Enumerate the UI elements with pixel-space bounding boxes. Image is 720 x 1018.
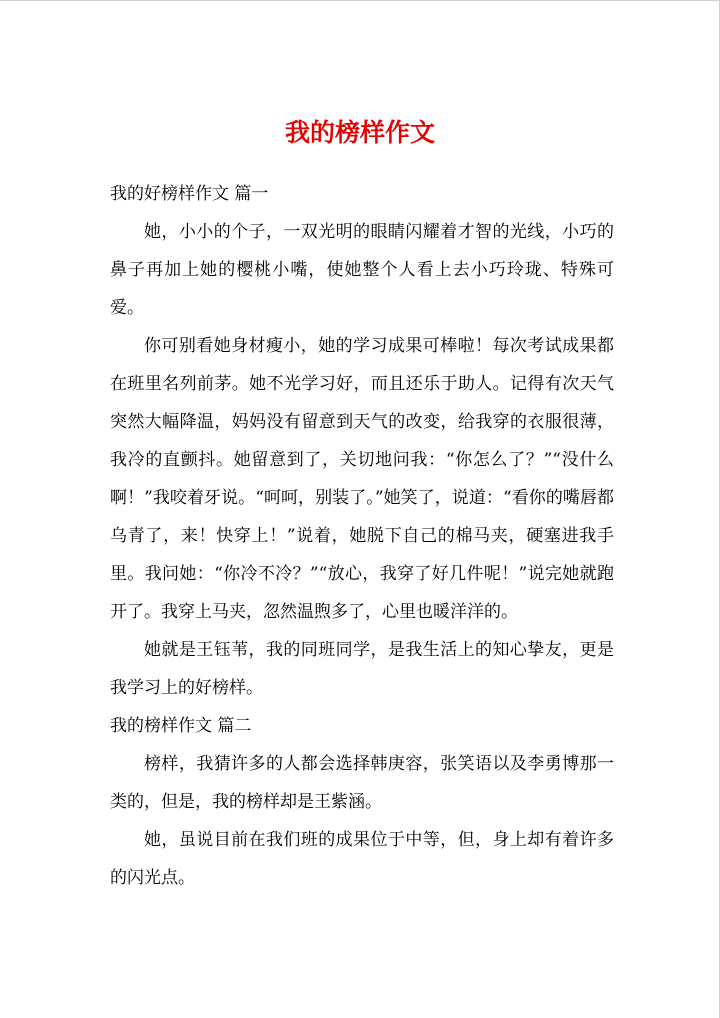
paragraph: 你可别看她身材瘦小，她的学习成果可棒啦！每次考试成果都在班里名列前茅。她不光学习好，而且还乐于助人。记得有次天气突然大幅降温，妈妈没有留意到天气的改变，给我穿的衣服很薄，我冷的直颤抖。她留意到了，关切地问我：“你怎么了？”“没什么啊！”我咬着牙说。“呵呵，别装了。”她笑了，说道：“看你的嘴唇都乌青了，来！快穿上！”说着，她脱下自己的棉马夹，硬塞进我手里。我问她：“你冷不冷？”“放心，我穿了好几件呢！”说完她就跑开了。我穿上马夹，忽然温煦多了，心里也暖洋洋的。 [110,336,614,622]
section-2 [110,707,614,897]
paragraph: 榜样，我猜许多的人都会选择韩庚容，张笑语以及李勇博那一类的，但是，我的榜样却是王紫涵。 [110,754,614,812]
paragraph: 她，虽说目前在我们班的成果位于中等，但，身上却有着许多的闪光点。 [110,830,614,888]
paragraph: 她，小小的个子，一双光明的眼睛闪耀着才智的光线，小巧的鼻子再加上她的樱桃小嘴，使她整个人看上去小巧玲珑、特殊可爱。 [110,222,614,318]
document-title: 我的榜样作文 [284,118,435,147]
section-1 [110,175,614,707]
document-body [110,175,614,897]
section-heading: 我的榜样作文 篇二 [110,716,252,736]
paragraph: 她就是王钰苇，我的同班同学，是我生活上的知心挚友，更是我学习上的好榜样。 [110,640,614,698]
section-heading: 我的好榜样作文 篇一 [110,184,269,204]
